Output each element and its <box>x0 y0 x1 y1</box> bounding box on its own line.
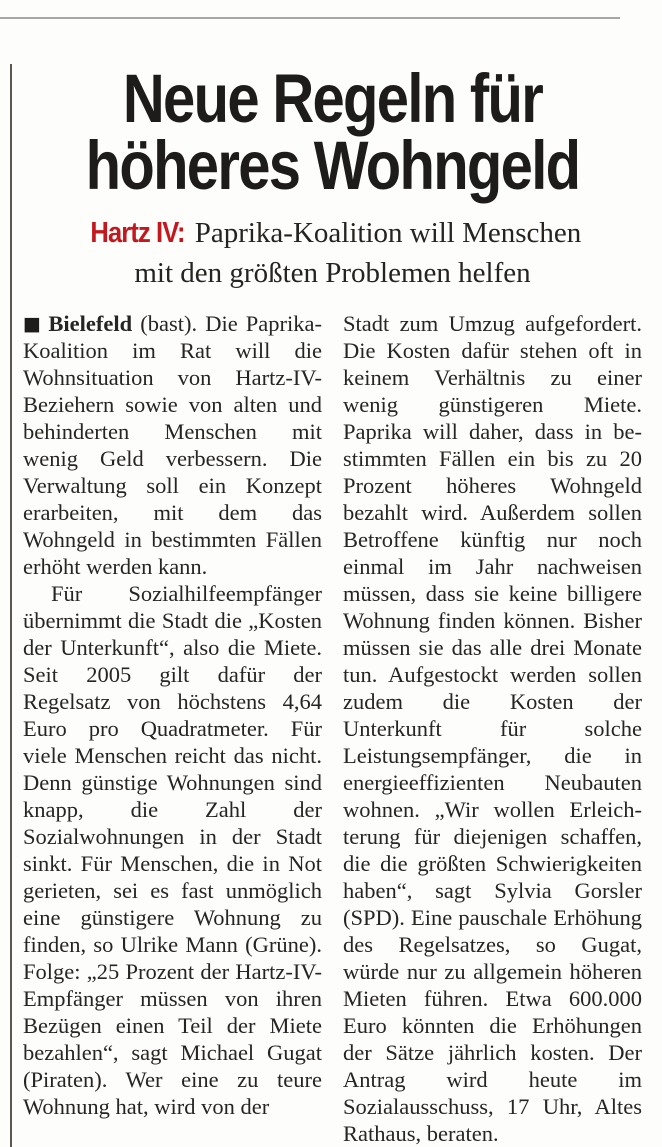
lead-paragraph-text: Die Paprika-Koalition im Rat will die Wohnsituation von Hartz-IV-Beziehern sowie von alten und behinderten Menschen mit wenig Geld verbessern. Die Verwaltung soll ein Konzept erarbeiten, mit dem das Wohngeld in bestimmten Fällen erhöht werden kann. <box>23 310 323 579</box>
dateline-credit: (bast). <box>140 310 198 336</box>
article-column-2 <box>343 310 642 1147</box>
dateline-city: Bielefeld <box>48 310 133 336</box>
article-body <box>23 310 642 1147</box>
kicker-label: Hartz IV: <box>90 216 185 249</box>
article-column-1 <box>23 310 322 1147</box>
subheadline-line-2: mit den größten Problemen helfen <box>134 256 531 289</box>
article-headline <box>73 60 593 204</box>
lead-paragraph <box>23 310 322 580</box>
paragraph: Für Sozialhilfeempfänger übernimmt die Stadt die „Kosten der Unterkunft“, also die Miete. Seit 2005 gilt dafür der Regelsatz von höchstens 4,64 Euro pro Quadratmeter. Für viele Menschen reicht das nicht. Denn günstige Wohnungen sind knapp, die Zahl der Sozialwohnungen in der Stadt sinkt. Für Menschen, die in Not gerieten, sei es fast unmöglich eine günstigere Wohnung zu finden, so Ulrike Mann (Grüne). Folge: „25 Prozent der Hartz-IV-Empfänger müssen von ihren Bezügen einen Teil der Miete bezahlen“, sagt Michael Gugat (Piraten). Wer eine zu teure Wohnung hat, wird von der <box>23 580 322 1119</box>
dateline-square-icon: ■ <box>23 312 44 335</box>
kicker-text-1: Paprika-Koalition will Menschen <box>194 216 582 249</box>
top-rule <box>0 17 620 19</box>
article <box>10 60 642 1147</box>
headline-line-1: Neue Regeln für <box>122 60 543 137</box>
paragraph: Stadt zum Umzug aufgefordert. Die Kosten dafür stehen oft in keinem Verhältnis zu einer wenig günstigeren Miete. Paprika will daher, dass in bestimmten Fällen ein bis zu 20 Prozent höheres Wohngeld bezahlt wird. Außerdem sollen Betroffene künftig nur noch einmal im Jahr nachweisen müssen, dass sie keine billigere Wohnung finden können. Bisher müssen sie das alle drei Monate tun. Aufgestockt werden sollen zudem die Kosten der Unterkunft für solche Leistungsempfänger, die in energieeffizienten Neubauten wohnen. „Wir wollen Erleichterung für diejenigen schaffen, die die größten Schwierigkeiten haben“, sagt Sylvia Gorsler (SPD). Eine pauschale Erhöhung des Regelsatzes, so Gugat, würde nur zu allgemein höheren Mieten führen. Etwa 600.000 Euro könnten die Erhöhungen der Sätze jährlich kosten. Der Antrag wird heute im Sozialausschuss, 17 Uhr, Altes Rathaus, beraten. <box>343 310 642 1146</box>
subheadline-line-1 <box>23 213 642 253</box>
headline-line-2: höheres Wohngeld <box>85 126 580 204</box>
article-subheadline <box>23 213 642 293</box>
